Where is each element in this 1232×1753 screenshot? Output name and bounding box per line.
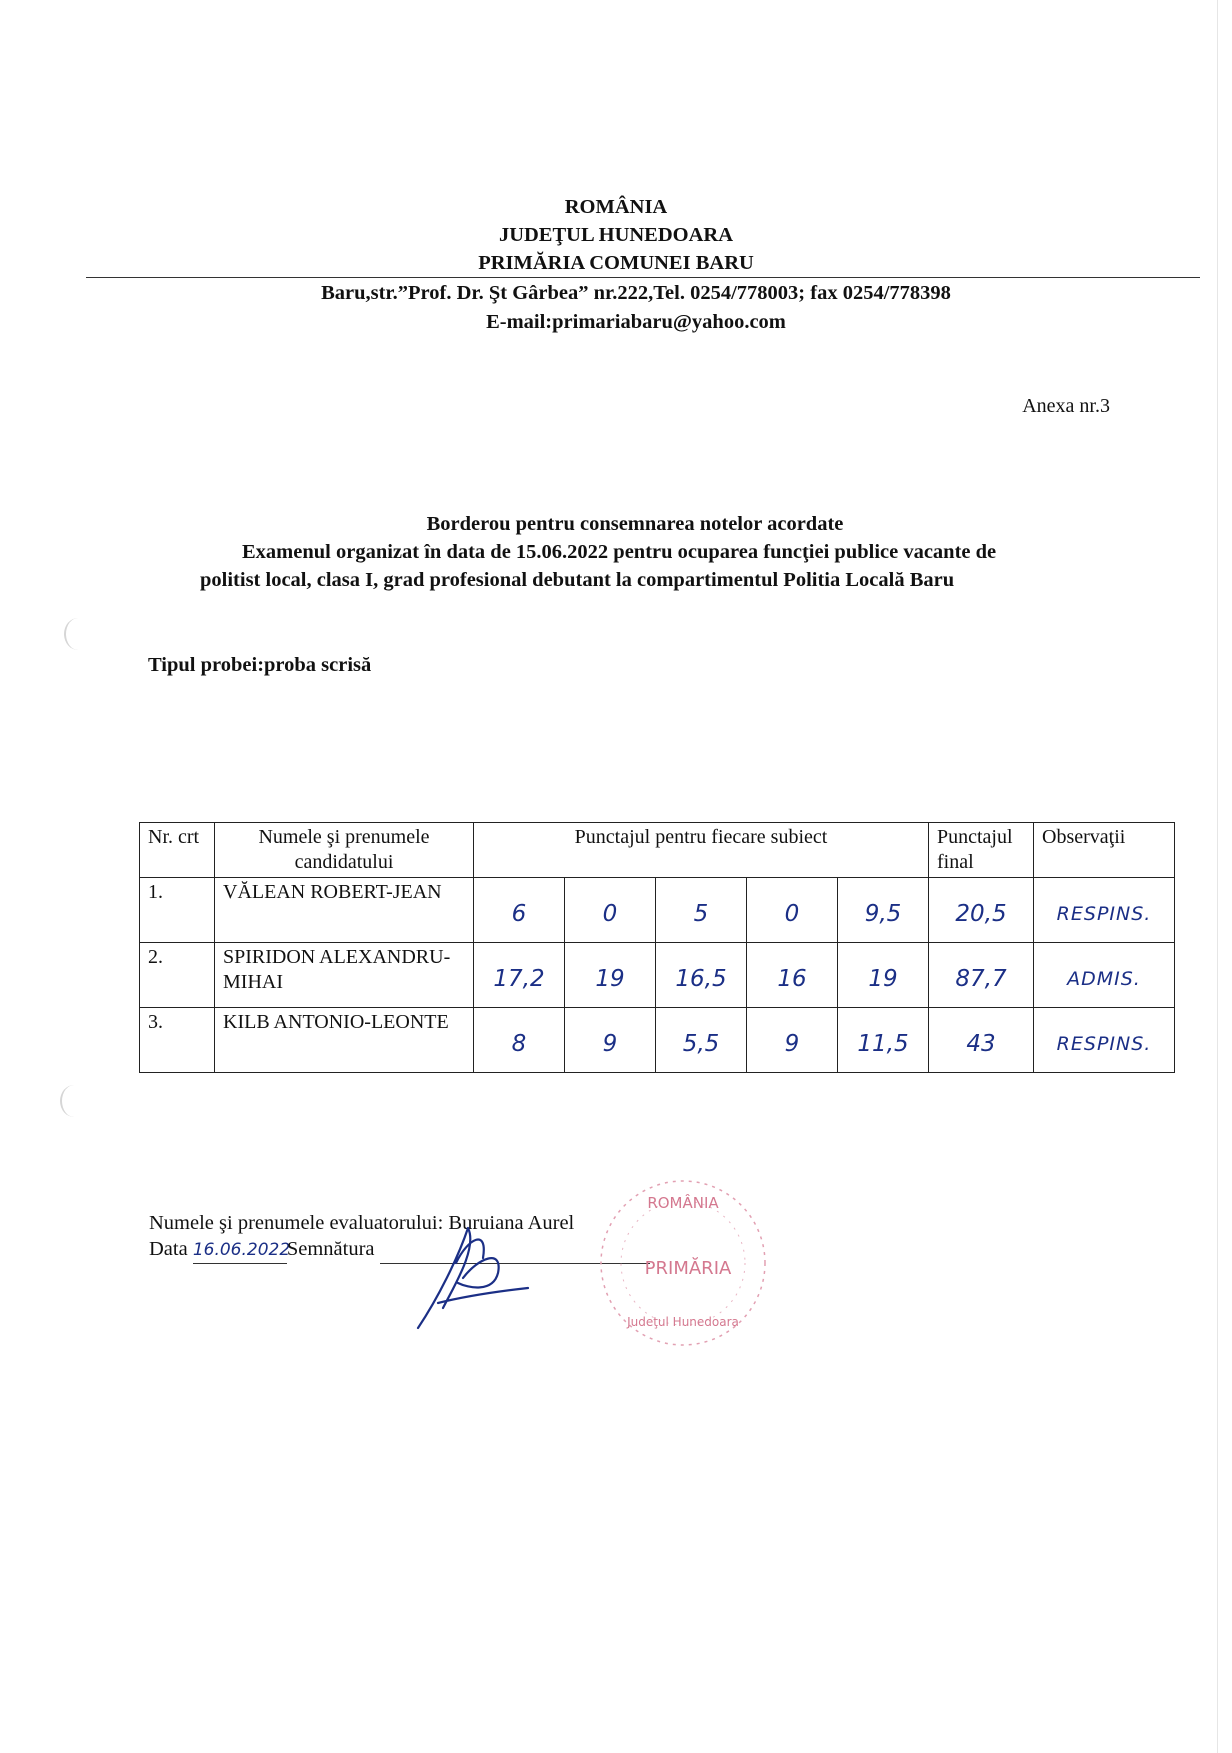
stamp-center-text: PRIMĂRIA xyxy=(644,1258,732,1279)
candidate-name: KILB ANTONIO-LEONTE xyxy=(215,1008,474,1073)
observation: RESPINS. xyxy=(1034,878,1175,943)
handwritten-signature xyxy=(408,1218,538,1338)
table-header-row xyxy=(140,823,1175,878)
score-cell: 0 xyxy=(565,878,656,943)
row-nr: 3. xyxy=(140,1008,215,1073)
observation: ADMIS. xyxy=(1034,943,1175,1008)
table-row xyxy=(140,878,1175,943)
row-nr: 2. xyxy=(140,943,215,1008)
title-line-2: Examenul organizat în data de 15.06.2022 pentru ocuparea funcţiei publice vacante de xyxy=(242,541,997,563)
score-cell: 5 xyxy=(656,878,747,943)
header-name: Numele şi prenumele candidatului xyxy=(215,823,474,878)
candidate-name: VĂLEAN ROBERT-JEAN xyxy=(215,878,474,943)
score-cell: 8 xyxy=(474,1008,565,1073)
table-row xyxy=(140,1008,1175,1073)
candidate-name: SPIRIDON ALEXANDRU- MIHAI xyxy=(215,943,474,1008)
header-final: Punctajul final xyxy=(929,823,1034,878)
score-cell: 9 xyxy=(565,1008,656,1073)
table-row xyxy=(140,943,1175,1008)
score-cell: 6 xyxy=(474,878,565,943)
country-name: ROMÂNIA xyxy=(564,196,668,218)
institution-name: PRIMĂRIA COMUNEI BARU xyxy=(478,252,754,274)
score-cell: 11,5 xyxy=(838,1008,929,1073)
stamp-ring-top: ROMÂNIA xyxy=(647,1194,719,1212)
score-cell: 16 xyxy=(747,943,838,1008)
final-score: 87,7 xyxy=(929,943,1034,1008)
final-score: 43 xyxy=(929,1008,1034,1073)
header-observations: Observaţii xyxy=(1034,823,1175,878)
punch-hole-mark xyxy=(60,1085,88,1117)
score-cell: 19 xyxy=(565,943,656,1008)
observation: RESPINS. xyxy=(1034,1008,1175,1073)
letterhead xyxy=(0,193,1232,277)
annex-label: Anexa nr.3 xyxy=(1022,395,1110,417)
date-signature-row xyxy=(149,1236,650,1264)
stamp-ring-bottom: Judeţul Hunedoara xyxy=(627,1315,739,1329)
score-cell: 9,5 xyxy=(838,878,929,943)
punch-hole-mark xyxy=(64,618,92,650)
evaluator-name: Numele şi prenumele evaluatorului: Buruiana Aurel xyxy=(149,1212,575,1234)
official-stamp xyxy=(588,1168,778,1358)
evaluator-block xyxy=(149,1210,650,1264)
header-rule xyxy=(86,277,1200,278)
title-line-3: politist local, clasa I, grad profesional debutant la compartimentul Politia Locală Baru xyxy=(200,569,955,591)
score-cell: 0 xyxy=(747,878,838,943)
title-line-1: Borderou pentru consemnarea notelor acordate xyxy=(426,513,844,535)
score-cell: 17,2 xyxy=(474,943,565,1008)
date-label: Data xyxy=(149,1238,188,1260)
contact-block xyxy=(0,279,1232,337)
score-cell: 19 xyxy=(838,943,929,1008)
date-value: 16.06.2022 xyxy=(193,1237,287,1264)
county-name: JUDEŢUL HUNEDOARA xyxy=(498,224,734,246)
document-title xyxy=(200,510,1160,594)
header-nr: Nr. crt xyxy=(140,823,215,878)
row-nr: 1. xyxy=(140,878,215,943)
score-cell: 5,5 xyxy=(656,1008,747,1073)
address-line: Baru,str.”Prof. Dr. Şt Gârbea” nr.222,Tel. 0254/778003; fax 0254/778398 xyxy=(321,282,951,304)
test-type: Tipul probei:proba scrisă xyxy=(148,654,372,676)
email-line: E-mail:primariabaru@yahoo.com xyxy=(486,311,786,333)
header-scores: Punctajul pentru fiecare subiect xyxy=(474,823,929,878)
signature-label: Semnătura xyxy=(286,1238,375,1260)
scores-table xyxy=(139,822,1175,1073)
score-cell: 9 xyxy=(747,1008,838,1073)
final-score: 20,5 xyxy=(929,878,1034,943)
score-cell: 16,5 xyxy=(656,943,747,1008)
